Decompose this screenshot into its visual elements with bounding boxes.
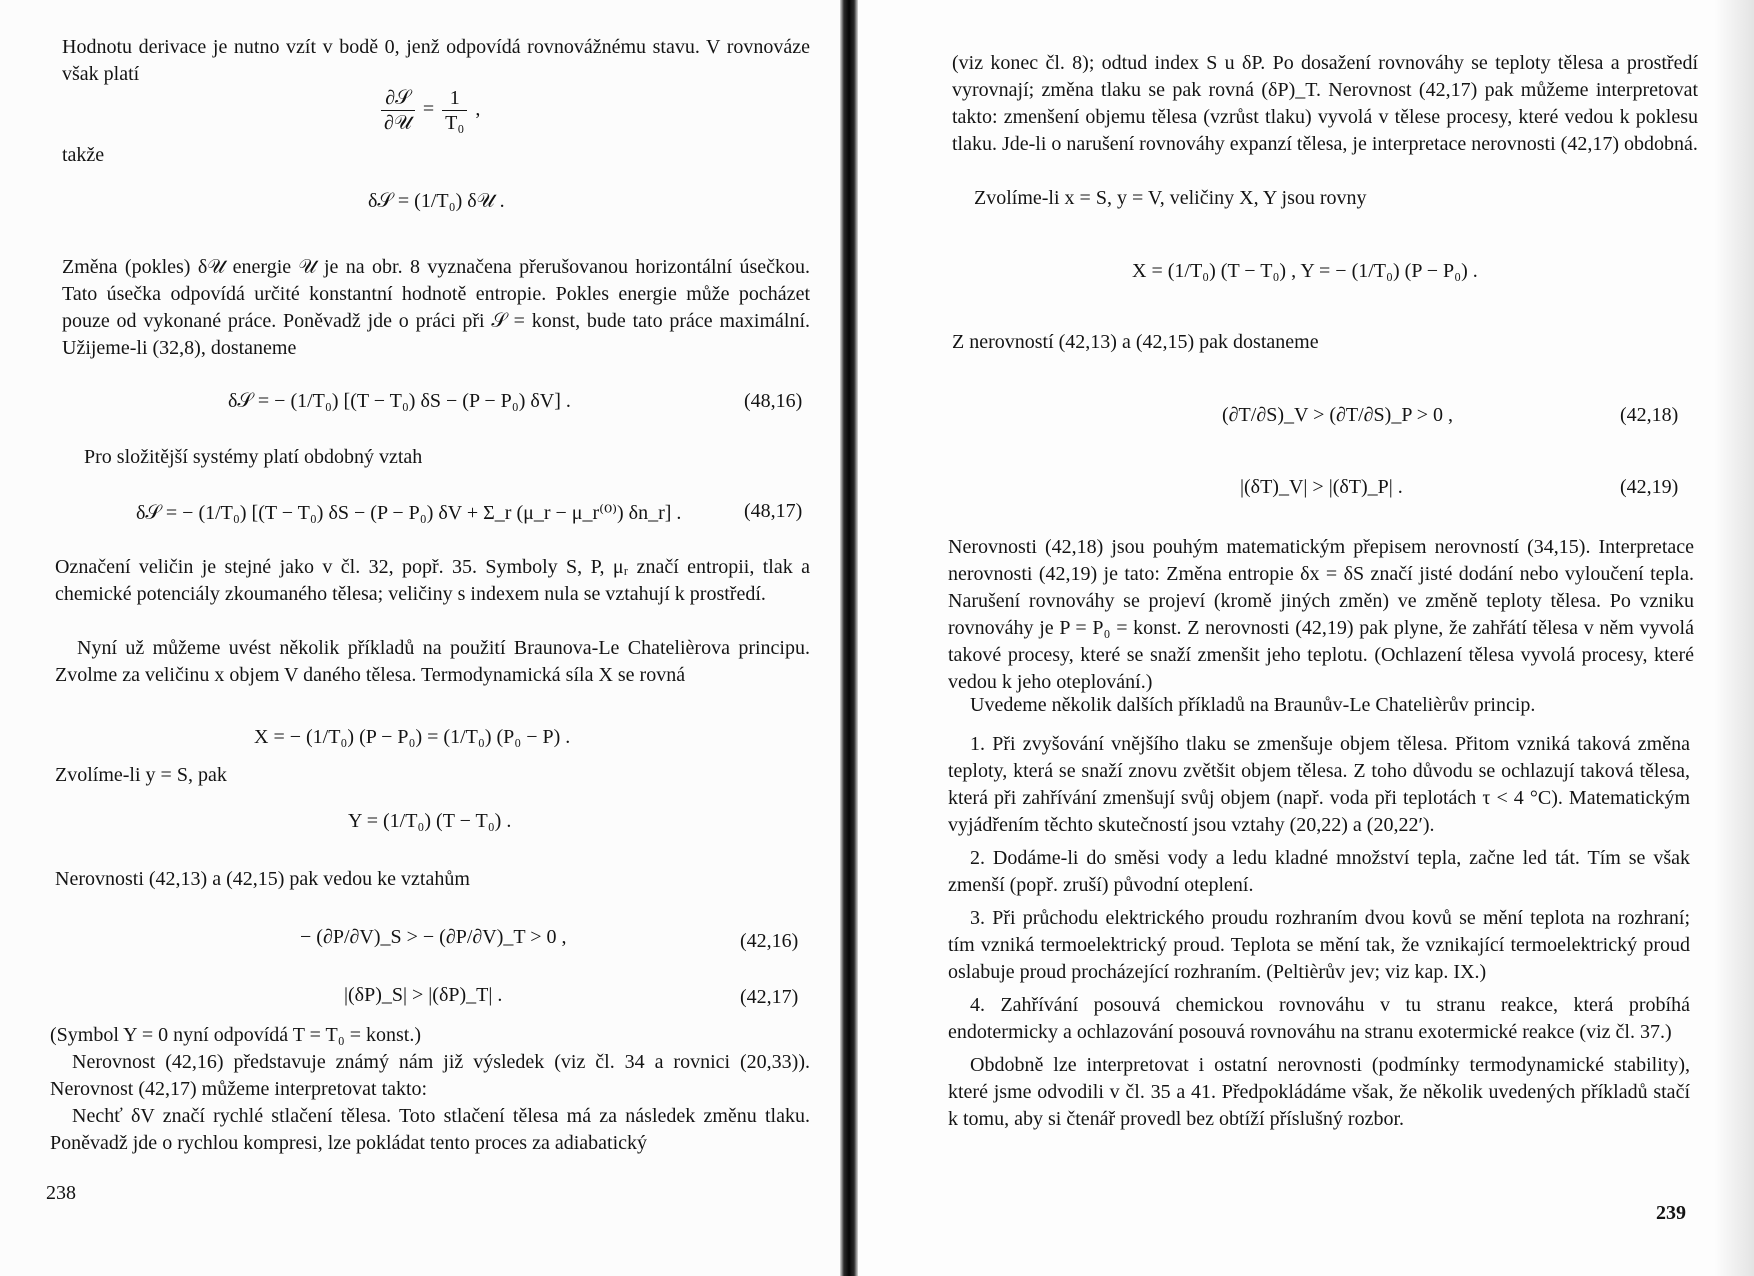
takze-label: takže <box>62 144 105 166</box>
example-item: 3. Při průchodu elektrického proudu rozhraním dvou kovů se mění teplota na rozhraní; tím vzniká termoelektrický proud. Teplota se mění tak, že vznikající termoelektrický proud oslabuje proud procházející rozhraním. (Peltièrův jev; viz kap. IX.) <box>948 907 1690 983</box>
equation-number-42-18: (42,18) <box>1620 404 1679 426</box>
equation-number-42-16: (42,16) <box>740 930 799 952</box>
equation-42-17: |(δP)_S| > |(δP)_T| . <box>344 984 503 1006</box>
left-page <box>0 0 840 1276</box>
equation-48-17: δ𝒮 = − (1/T₀) [(T − T₀) δS − (P − P₀) δV + Σ_r (μ_r − μ_r⁽⁰⁾) δn_r] . <box>136 502 682 524</box>
right-paragraph-2: Zvolíme-li x = S, y = V, veličiny X, Y jsou rovny <box>974 187 1367 209</box>
equation-48-16: δ𝒮 = − (1/T₀) [(T − T₀) δS − (P − P₀) δV] . <box>228 390 571 412</box>
equation-42-18: (∂T/∂S)_V > (∂T/∂S)_P > 0 , <box>1222 404 1453 426</box>
left-paragraph-8: Nerovnost (42,16) představuje známý nám již výsledek (viz čl. 34 a rovnici (20,33)). Nerovnost (42,17) můžeme interpretovat takto: <box>50 1051 810 1100</box>
book-gutter <box>840 0 858 1276</box>
right-paragraph-6: Obdobně lze interpretovat i ostatní nerovnosti (podmínky termodynamické stability), které jsme odvodili v čl. 35 a 41. Předpokládáme však, že několik uvedených příkladů stačí k tomu, aby si čtenář provedl bez obtíží příslušný rozbor. <box>948 1054 1690 1130</box>
equation-Y: Y = (1/T₀) (T − T₀) . <box>348 810 512 832</box>
fraction: $\frac{\text{∂𝒮}}{\text{∂𝒰}}$ <box>381 86 415 135</box>
page-edge-shadow <box>1714 0 1754 1276</box>
page-number-left: 238 <box>46 1182 76 1204</box>
equation-42-16: − (∂P/∂V)_S > − (∂P/∂V)_T > 0 , <box>300 926 567 948</box>
zvolime-y-label: Zvolíme-li y = S, pak <box>55 764 227 786</box>
left-paragraph-2: Změna (pokles) δ𝒰 energie 𝒰 je na obr. 8 vyznačena přerušovanou horizontální úsečkou. Tato úsečka odpovídá určité konstantní hodnotě entropie. Pokles energie může pocházet pouze od vykonané práce. Poněvadž jde o práci při 𝒮 = konst, bude tato práce maximální. Užijeme-li (32,8), dostaneme <box>62 256 810 359</box>
page-number-right: 239 <box>1656 1202 1686 1224</box>
left-paragraph-9: Nechť δV značí rychlé stlačení tělesa. Toto stlačení tělesa má za následek změnu tlaku. Poněvadž jde o rychlou kompresi, lze pokládat tento proces za adiabatický <box>50 1105 810 1154</box>
left-paragraph-6: Nerovnosti (42,13) a (42,15) pak vedou ke vztahům <box>55 868 470 890</box>
equation-dS: δ𝒮 = (1/T₀) δ𝒰 . <box>368 190 505 212</box>
equation-number-42-17: (42,17) <box>740 986 799 1008</box>
left-paragraph-1: Hodnotu derivace je nutno vzít v bodě 0, jenž odpovídá rovnovážnému stavu. V rovnováze však platí <box>62 36 810 85</box>
left-paragraph-7: (Symbol Y = 0 nyní odpovídá T = T₀ = konst.) <box>50 1024 422 1046</box>
equation-42-19: |(δT)_V| > |(δT)_P| . <box>1240 476 1403 498</box>
example-item: 2. Dodáme-li do směsi vody a ledu kladné množství tepla, začne led tát. Tím se však zmenší (popř. zruší) původní oteplení. <box>948 847 1690 896</box>
equation-number-48-17: (48,17) <box>744 500 803 522</box>
equation-number-48-16: (48,16) <box>744 390 803 412</box>
examples-list <box>948 731 1690 1139</box>
right-paragraph-4: Nerovnosti (42,18) jsou pouhým matematickým přepisem nerovností (34,15). Interpretace nerovnosti (42,19) je tato: Změna entropie δx = δS značí jisté dodání nebo vyloučení tepla. Narušení rovnováhy se projeví (kromě jiných změn) ve změně teploty tělesa. Po vzniku rovnováhy je P = P₀ = konst. Z nerovnosti (42,19) pak plyne, že zahřátí tělesa v něm vyvolá takové procesy, které se snaží zmenšit jeho teplotu. (Ochlazení tělesa vyvolá procesy, které vedou k jeho oteplování.) <box>948 536 1694 693</box>
example-item: 4. Zahřívání posouvá chemickou rovnováhu v tu stranu reakce, která probíhá endotermicky a ochlazování posouvá rovnováhu na stranu exotermické reakce (viz čl. 37.) <box>948 994 1690 1043</box>
equation-dS-dU: $\frac{\text{∂𝒮}}{\text{∂𝒰}}$ = $\frac{1}{\text{T₀}}$ , <box>378 86 480 135</box>
equation-X: X = − (1/T₀) (P − P₀) = (1/T₀) (P₀ − P) . <box>254 726 571 748</box>
right-paragraph-1: (viz konec čl. 8); odtud index S u δP. Po dosažení rovnováhy se teploty tělesa a prostředí vyrovnají; změna tlaku se pak rovná (δP)_T. Nerovnost (42,17) pak můžeme interpretovat takto: zmenšení objemu tělesa (vzrůst tlaku) vyvolá v tělese procesy, které vedou k poklesu tlaku. Jde-li o narušení rovnováhy expanzí tělesa, je interpretace nerovnosti (42,17) obdobná. <box>952 52 1698 155</box>
fraction: $\frac{1}{\text{T₀}}$ <box>442 86 467 135</box>
right-paragraph-3: Z nerovností (42,13) a (42,15) pak dostaneme <box>952 331 1319 353</box>
equation-number-42-19: (42,19) <box>1620 476 1679 498</box>
example-item: 1. Při zvyšování vnějšího tlaku se zmenšuje objem tělesa. Přitom vzniká taková změna teploty, která se snaží znovu zvětšit objem tělesa. Z toho důvodu se ochlazují taková tělesa, která při zahřívání zmenšují svůj objem (např. voda při teplotách τ < 4 °C). Matematickým vyjádřením těchto skutečností jsou vztahy (20,22) a (20,22′). <box>948 733 1690 836</box>
equation-XY: X = (1/T₀) (T − T₀) , Y = − (1/T₀) (P − P₀) . <box>1132 260 1478 282</box>
left-paragraph-5: Nyní už můžeme uvést několik příkladů na použití Braunova-Le Chatelièrova principu. Zvolme za veličinu x objem V daného tělesa. Termodynamická síla X se rovná <box>55 637 810 686</box>
left-paragraph-3: Pro složitější systémy platí obdobný vztah <box>84 446 423 468</box>
left-paragraph-4: Označení veličin je stejné jako v čl. 32, popř. 35. Symboly S, P, μᵣ značí entropii, tlak a chemické potenciály zkoumaného tělesa; veličiny s indexem nula se vztahují k prostředí. <box>55 556 810 605</box>
right-paragraph-5: Uvedeme několik dalších příkladů na Braunův-Le Chatelièrův princip. <box>970 694 1536 716</box>
